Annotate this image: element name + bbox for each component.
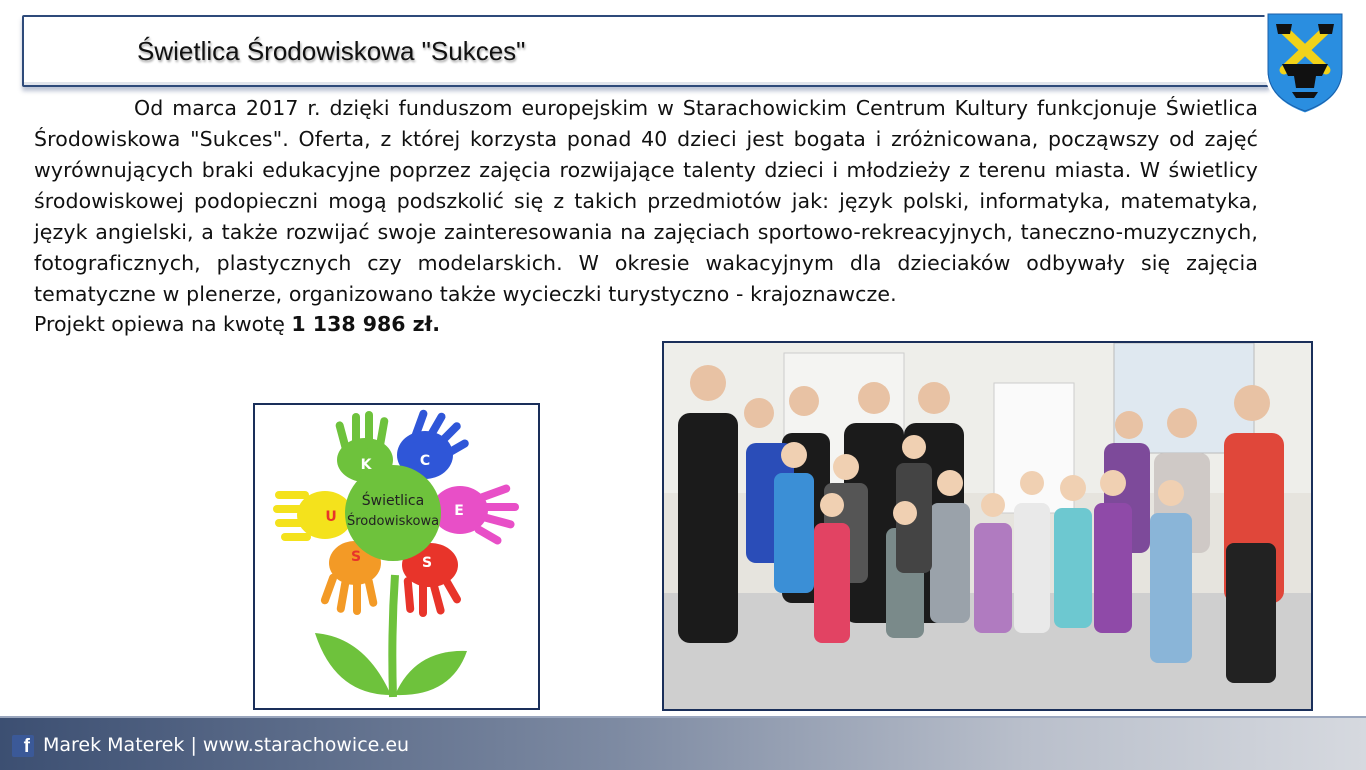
logo-letter-c: C	[419, 453, 431, 469]
project-amount-line	[34, 312, 440, 336]
hand-pink-e	[432, 483, 519, 546]
group-photo-illustration	[664, 343, 1311, 709]
logo-letter-u: U	[325, 509, 337, 525]
footer-text[interactable]: Marek Materek | www.starachowice.eu	[43, 734, 410, 756]
left-leaf	[315, 633, 391, 695]
group-photo	[662, 341, 1313, 711]
sukces-logo	[253, 403, 540, 710]
logo-line-1: Świetlica	[361, 493, 425, 509]
logo-letter-s2: S	[421, 555, 433, 571]
stem	[392, 575, 395, 697]
logo-letter-k: K	[360, 457, 372, 473]
facebook-icon[interactable]: f	[12, 735, 34, 757]
flower-center	[345, 465, 441, 561]
page-title: Świetlica Środowiskowa "Sukces"	[137, 36, 526, 66]
logo-line-2: Środowiskowa	[346, 514, 440, 529]
description-text	[34, 93, 1258, 310]
right-leaf	[395, 651, 467, 695]
logo-letter-s1: S	[350, 549, 362, 565]
logo-letter-e: E	[454, 503, 464, 519]
hand-yellow-u	[273, 491, 353, 541]
coat-of-arms-icon	[1262, 8, 1348, 118]
description-paragraph: Od marca 2017 r. dzięki funduszom europejskim w Starachowickim Centrum Kultury funkcjonuje Świetlica Środowiskowa "Sukces". Oferta, z której korzysta ponad 40 dzieci jest bogata i zróżnicowana, począwszy od zajęć wyrównujących braki edukacyjne poprzez zajęcia rozwijające talenty dzieci i młodzieży z terenu miasta. W świetlicy środowiskowej podopieczni mogą podszkolić się z takich przedmiotów jak: język polski, informatyka, matematyka, język angielski, a także rozwijać swoje zainteresowania na zajęciach sportowo-rekreacyjnych, taneczno-muzycznych, fotograficznych, plastycznych czy modelarskich. W okresie wakacyjnym dla dzieciaków odbywały się zajęcia tematyczne w plenerze, organizowano także wycieczki turystyczno - krajoznawcze.	[34, 96, 1258, 306]
project-label: Projekt opiewa na kwotę	[34, 312, 285, 336]
footer-bar	[0, 716, 1366, 770]
project-amount: 1 138 986 zł.	[291, 312, 440, 336]
flower-logo-illustration	[255, 405, 538, 708]
